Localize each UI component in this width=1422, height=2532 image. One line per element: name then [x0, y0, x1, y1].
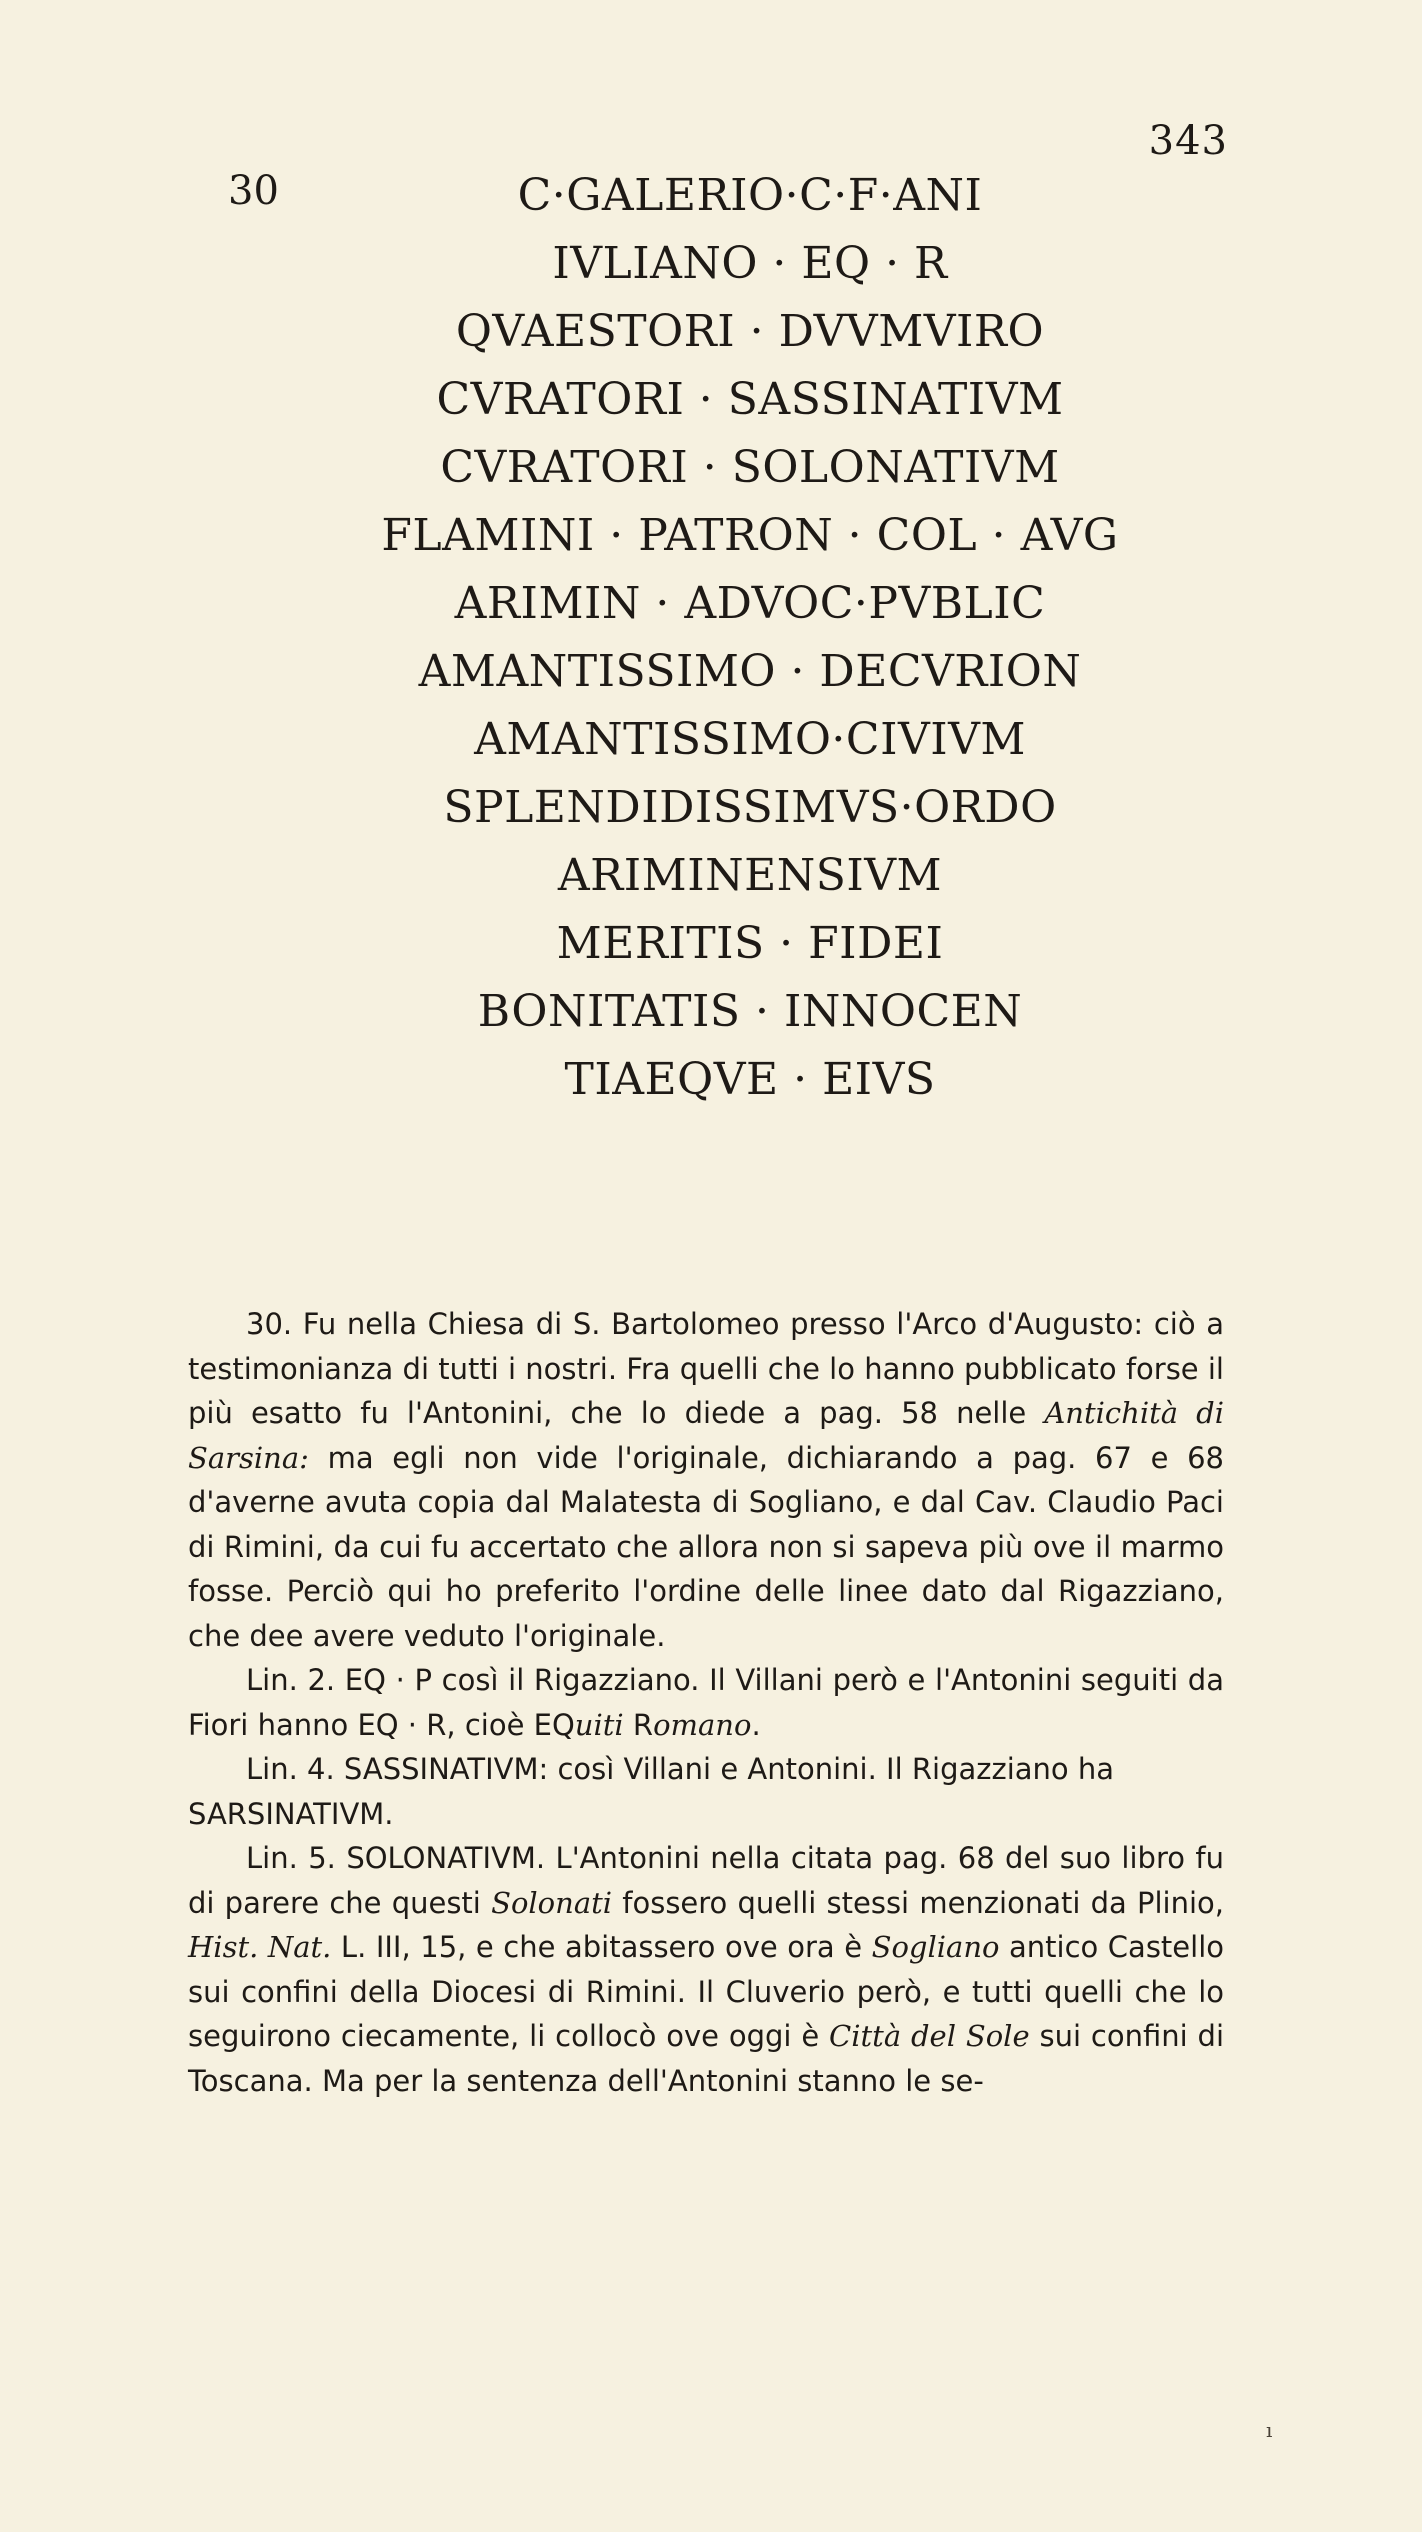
- italic-term: Città del Sole: [829, 2019, 1030, 2053]
- inscription-line: AMANTISSIMO · DECVRION: [418, 646, 1082, 697]
- inscription-line: AMANTISSIMO·CIVIVM: [474, 714, 1026, 765]
- inscription-line: BONITATIS · INNOCEN: [477, 986, 1023, 1037]
- italic-expansion: uiti: [574, 1707, 624, 1742]
- inscription-line: MERITIS · FIDEI: [556, 918, 944, 969]
- paragraph-text: .: [751, 1707, 761, 1742]
- inscription-line: ARIMIN · ADVOC·PVBLIC: [454, 578, 1046, 629]
- inscription-line: QVAESTORI · DVVMVIRO: [455, 306, 1045, 357]
- inscription-line: SPLENDIDISSIMVS·ORDO: [443, 782, 1057, 833]
- commentary-paragraph: [188, 1658, 1224, 1747]
- inscription-line: TIAEQVE · EIVS: [564, 1054, 936, 1105]
- paragraph-text: antico Castello sui confini della Diocesi di Rimini. Il Cluverio però, e tutti quelli che lo seguirono ciecamente, li collocò ove oggi è: [188, 1930, 1224, 2053]
- paragraph-text: Lin. 4. SASSINATIVM: così Villani e Antonini. Il Rigazziano ha: [246, 1752, 1115, 1786]
- paragraph-text: R: [623, 1707, 654, 1742]
- page-number: 343: [1148, 118, 1228, 164]
- book-title: Hist. Nat.: [188, 1930, 332, 1964]
- inscription-line: CVRATORI · SASSINATIVM: [436, 374, 1064, 425]
- paragraph-text: ma egli non vide l'originale, dichiarando a pag. 67 e 68 d'averne avuta copia dal Malatesta di Sogliano, e dal Cav. Claudio Paci di Rimini, da cui fu accertato che allora non si sapeva più ove il marmo fosse. Perciò qui ho preferito l'ordine delle linee dato dal Rigazziano, che dee avere veduto l'originale.: [188, 1440, 1224, 1653]
- commentary-paragraph: [188, 1792, 1224, 1837]
- commentary: [188, 1302, 1224, 2103]
- commentary-paragraph: [188, 1747, 1224, 1792]
- paragraph-text: sui confini di Toscana. Ma per la sentenza dell'Antonini stanno le se-: [188, 2019, 1224, 2098]
- inscription-line: CVRATORI · SOLONATIVM: [440, 442, 1060, 493]
- book-title: Antichità di Sarsina:: [188, 1396, 1224, 1475]
- inscription-line: C·GALERIO·C·F·ANI: [517, 170, 983, 221]
- paragraph-text: SARSINATIVM.: [188, 1796, 394, 1831]
- inscription-line: FLAMINI · PATRON · COL · AVG: [381, 510, 1119, 561]
- paragraph-text: fossero quelli stessi menzionati da Plinio,: [612, 1885, 1224, 1920]
- marginal-mark: ı: [1266, 2418, 1273, 2442]
- italic-expansion: omano: [653, 1707, 752, 1742]
- italic-term: Sogliano: [871, 1930, 1000, 1964]
- paragraph-text: 30. Fu nella Chiesa di S. Bartolomeo presso l'Arco d'Augusto: ciò a testimonianza di tutti i nostri. Fra quelli che lo hanno pubblicato forse il più esatto fu l'Antonini, che lo diede a pag. 58 nelle: [188, 1307, 1224, 1430]
- inscription-line: IVLIANO · EQ · R: [552, 238, 948, 289]
- paragraph-text: L. III, 15, e che abitassero ove ora è: [331, 1930, 872, 1964]
- inscription-line: ARIMINENSIVM: [557, 850, 943, 901]
- commentary-paragraph: [188, 1836, 1224, 2103]
- inscription-number: 30: [228, 168, 279, 214]
- italic-term: Solonati: [491, 1885, 613, 1920]
- paragraph-text: Lin. 5. SOLONATIVM. L'Antonini nella citata pag. 68 del suo libro fu di parere che questi: [188, 1841, 1224, 1920]
- paragraph-text: Lin. 2. EQ · P così il Rigazziano. Il Villani però e l'Antonini seguiti da Fiori hanno EQ · R, cioè EQ: [188, 1663, 1224, 1742]
- commentary-paragraph: [188, 1302, 1224, 1658]
- inscription-text: [300, 162, 1200, 1114]
